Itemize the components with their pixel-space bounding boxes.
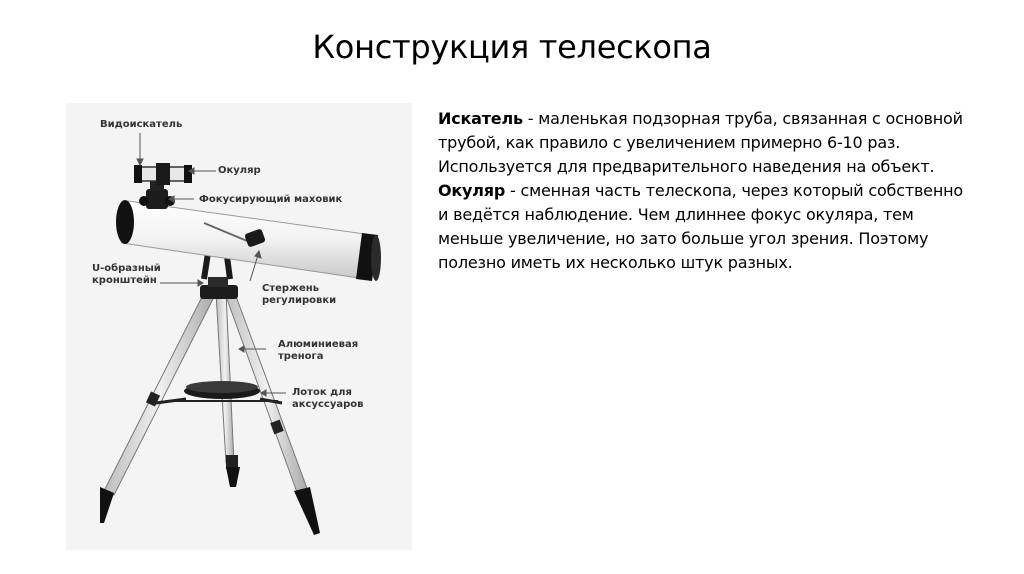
slide-title: Конструкция телескопа	[312, 28, 712, 66]
label-focus-wheel: Фокусирующий маховик	[199, 194, 343, 205]
label-adjustment-rod	[262, 283, 336, 307]
label-finder: Видоискатель	[100, 119, 183, 130]
label-u-bracket-line2: кронштейн	[92, 275, 157, 286]
label-rod-line2: регулировки	[262, 295, 337, 306]
label-eyepiece: Окуляр	[218, 165, 261, 176]
label-rod-line1: Стержень	[262, 283, 320, 294]
eyepiece-definition: - сменная часть телескопа, через который собственно и ведётся наблюдение. Чем длиннее фокус окуляра, тем меньше увеличение, но зато больше угол зрения. Поэтому полезно иметь их несколько штук разных.	[438, 181, 963, 272]
telescope-figure	[66, 103, 412, 550]
finder-scope	[134, 163, 192, 185]
label-u-bracket	[92, 263, 161, 287]
tripod-legs	[100, 291, 320, 535]
finder-term: Искатель	[438, 109, 523, 128]
eyepiece-paragraph	[438, 179, 968, 275]
finder-paragraph	[438, 107, 968, 179]
label-u-bracket-line1: U-образный	[92, 263, 161, 274]
label-tray	[292, 387, 363, 411]
finder-definition: - маленькая подзорная труба, связанная с основной трубой, как правило с увеличением примерно 6-10 раз. Используется для предварительного наведения на объект.	[438, 109, 963, 176]
label-tripod	[278, 339, 358, 363]
description-text	[438, 107, 968, 275]
label-tripod-line1: Алюминиевая	[278, 339, 359, 350]
label-tray-line1: Лоток для	[292, 387, 352, 398]
eyepiece-term: Окуляр	[438, 181, 506, 200]
tripod-head	[200, 277, 238, 299]
label-tray-line2: аксуссуаров	[292, 399, 364, 410]
label-tripod-line2: тренога	[278, 351, 324, 362]
